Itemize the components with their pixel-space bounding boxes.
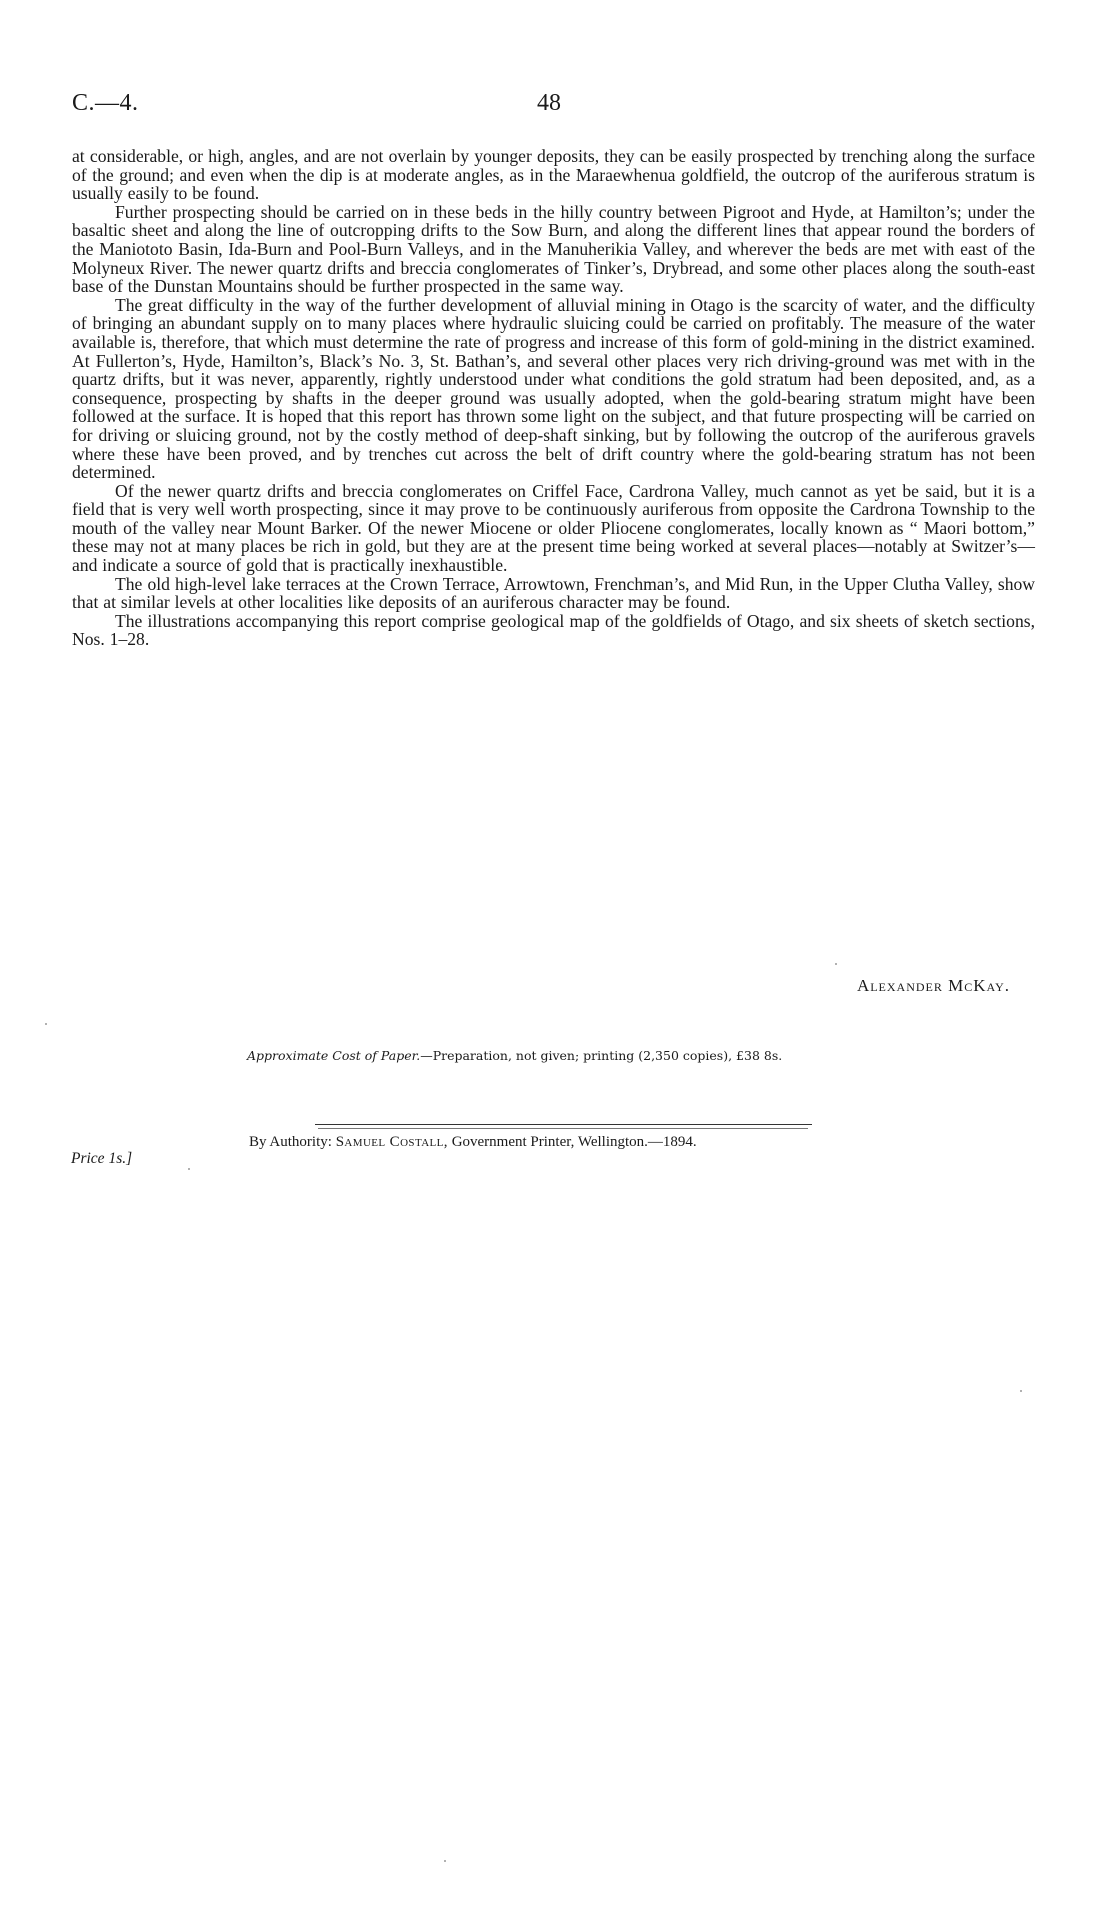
- printer-name: Samuel Costall,: [335, 1134, 448, 1150]
- body-text: [72, 147, 1035, 649]
- paragraph: The great difficulty in the way of the further development of alluvial mining in Otago is the scarcity of water, and the difficulty of bringing an abundant supply on to many places where hydraulic sluicing could be carried on profitably. The measure of the water available is, therefore, that which must determine the rate of progress and increase of this form of gold-mining in the district examined. At Fullerton’s, Hyde, Hamilton’s, Black’s No. 3, St. Bathan’s, and several other places very rich driving-ground was met with in the quartz drifts, but it was never, apparently, rightly understood under what conditions the gold stratum had been deposited, and, as a consequence, prospecting by shafts in the deeper ground was usually adopted, when the gold-bearing stratum might have been followed at the surface. It is hoped that this report has thrown some light on the subject, and that future prospecting will be carried on for driving or sluicing ground, not by the costly method of deep-shaft sinking, but by following the outcrop of the auriferous gravels where these have been proved, and by trenches cut across the belt of drift country where the gold-bearing stratum has not been determined.: [72, 294, 1035, 483]
- paragraph: Further prospecting should be carried on in these beds in the hilly country between Pigroot and Hyde, at Hamilton’s; under the basaltic sheet and along the line of outcropping drifts to the Sow Burn, and along the different lines that appear round the borders of the Maniototo Basin, Ida-Burn and Pool-Burn Valleys, and in the Manuherikia Valley, and wherever the beds are met with east of the Molyneux River. The newer quartz drifts and breccia conglomerates of Tinker’s, Drybread, and some other places along the south-east base of the Dunstan Mountains should be further prospected in the same way.: [72, 201, 1035, 297]
- paragraph: Of the newer quartz drifts and breccia conglomerates on Criffel Face, Cardrona Valley, much cannot as yet be said, but it is a field that is very well worth prospecting, since it may prove to be continuously auriferous from opposite the Cardrona Township to the mouth of the valley near Mount Barker. Of the newer Miocene or older Pliocene conglomerates, locally known as “ Maori bottom,” these may not at many places be rich in gold, but they are at the present time being worked at several places—notably at Switzer’s—and indicate a source of gold that is practically inexhaustible.: [72, 480, 1035, 576]
- paper-speck: [835, 963, 837, 965]
- page-number: 48: [537, 90, 561, 116]
- cost-label: Approximate Cost of Paper.: [247, 1048, 421, 1063]
- paragraph: The illustrations accompanying this report comprise geological map of the goldfields of Otago, and six sheets of sketch sections, Nos. 1–28.: [72, 610, 1035, 650]
- paper-speck: [1020, 1390, 1022, 1392]
- divider-rule: [315, 1124, 812, 1125]
- paragraph: The old high-level lake terraces at the Crown Terrace, Arrowtown, Frenchman’s, and Mid Run, in the Upper Clutha Valley, show that at similar levels at other localities like deposits of an auriferous character may be found.: [72, 573, 1035, 613]
- document-code: C.—4.: [72, 90, 139, 116]
- paper-speck: [188, 1168, 190, 1170]
- paper-speck: [444, 1860, 446, 1862]
- cost-note: [247, 1048, 897, 1063]
- price-note: Price 1s.]: [71, 1150, 133, 1167]
- paper-speck: [45, 1023, 47, 1025]
- paragraph: at considerable, or high, angles, and are not overlain by younger deposits, they can be easily prospected by trenching along the surface of the ground; and even when the dip is at moderate angles, as in the Maraewhenua goldfield, the outcrop of the auriferous stratum is usually easily to be found.: [72, 146, 1035, 204]
- imprint-suffix: Government Printer, Wellington.—1894.: [451, 1134, 697, 1150]
- author-signature: Alexander McKay.: [856, 976, 1010, 995]
- divider-rule: [318, 1128, 808, 1129]
- cost-text: —Preparation, not given; printing (2,350 copies), £38 8s.: [420, 1048, 783, 1063]
- printer-imprint: [249, 1134, 949, 1151]
- imprint-prefix: By Authority:: [249, 1134, 332, 1150]
